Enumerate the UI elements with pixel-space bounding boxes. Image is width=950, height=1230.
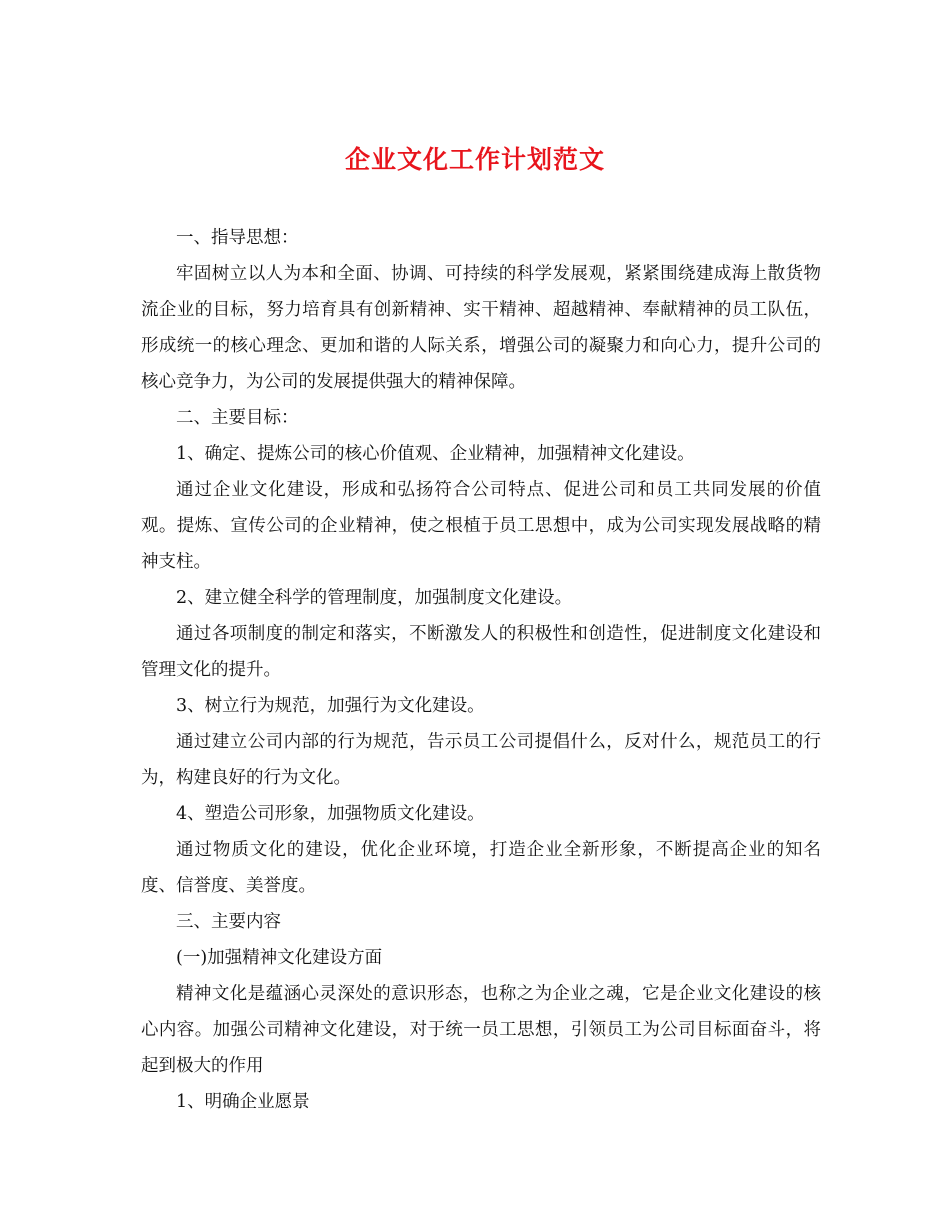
- content-item-1: 1、明确企业愿景: [176, 1092, 310, 1112]
- paragraph-goal-4: 通过物质文化的建设，优化企业环境，打造企业全新形象，不断提高企业的知名度、信誉度、美誉度。: [141, 840, 821, 896]
- goal-item-4: 4、塑造公司形象，加强物质文化建设。: [176, 804, 485, 824]
- paragraph-guiding-ideology: 牢固树立以人为本和全面、协调、可持续的科学发展观，紧紧围绕建成海上散货物流企业的目标，努力培育具有创新精神、实干精神、超越精神、奉献精神的员工队伍，形成统一的核心理念、更加和谐的人际关系，增强公司的凝聚力和向心力，提升公司的核心竞争力，为公司的发展提供强大的精神保障。: [141, 264, 821, 392]
- paragraph-goal-1: 通过企业文化建设，形成和弘扬符合公司特点、促进公司和员工共同发展的价值观。提炼、宣传公司的企业精神，使之根植于员工思想中，成为公司实现发展战略的精神支柱。: [141, 480, 821, 572]
- goal-item-1: 1、确定、提炼公司的核心价值观、企业精神，加强精神文化建设。: [176, 444, 695, 464]
- paragraph-goal-3: 通过建立公司内部的行为规范，告示员工公司提倡什么，反对什么，规范员工的行为，构建良好的行为文化。: [141, 732, 821, 788]
- section-heading-main-goals: 二、主要目标：: [176, 408, 299, 428]
- paragraph-spiritual-culture: 精神文化是蕴涵心灵深处的意识形态，也称之为企业之魂，它是企业文化建设的核心内容。加强公司精神文化建设，对于统一员工思想，引领员工为公司目标面奋斗，将起到极大的作用: [141, 984, 821, 1076]
- subsection-heading-spiritual-culture: (一)加强精神文化建设方面: [176, 948, 383, 968]
- goal-item-2: 2、建立健全科学的管理制度，加强制度文化建设。: [176, 588, 573, 608]
- goal-item-3: 3、树立行为规范，加强行为文化建设。: [176, 696, 485, 716]
- paragraph-goal-2: 通过各项制度的制定和落实，不断激发人的积极性和创造性，促进制度文化建设和管理文化的提升。: [141, 624, 821, 680]
- document-body: [141, 220, 821, 1120]
- document-title: 企业文化工作计划范文: [344, 145, 605, 174]
- section-heading-guiding-ideology: 一、指导思想：: [176, 228, 299, 248]
- section-heading-main-content: 三、主要内容: [176, 912, 281, 932]
